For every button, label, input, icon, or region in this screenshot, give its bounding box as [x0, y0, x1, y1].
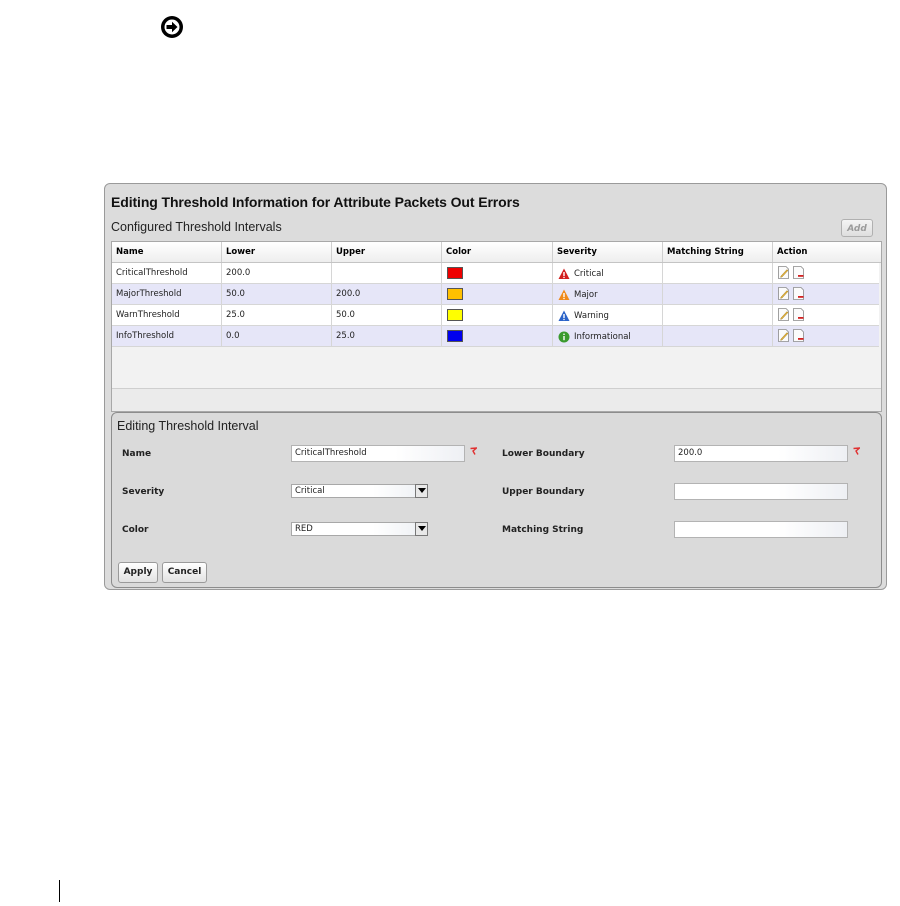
- cell-name: InfoThreshold: [112, 326, 222, 346]
- cell-action: [773, 326, 879, 346]
- cell-name: WarnThreshold: [112, 305, 222, 325]
- major-triangle-icon: [558, 289, 570, 301]
- column-header-lower[interactable]: Lower: [222, 242, 332, 262]
- cell-upper: [332, 263, 442, 283]
- cell-upper: 200.0: [332, 284, 442, 304]
- table-row[interactable]: [112, 326, 879, 347]
- cell-action: [773, 305, 879, 325]
- cell-severity: [553, 284, 663, 304]
- chevron-down-icon[interactable]: [415, 484, 428, 498]
- column-header-upper[interactable]: Upper: [332, 242, 442, 262]
- edit-icon[interactable]: [778, 287, 789, 300]
- severity-text: Warning: [574, 311, 609, 321]
- cell-severity: [553, 305, 663, 325]
- warning-triangle-icon: [558, 310, 570, 322]
- edit-icon[interactable]: [778, 329, 789, 342]
- cancel-button[interactable]: Cancel: [162, 562, 207, 583]
- cell-color: [442, 326, 553, 346]
- edit-icon[interactable]: [778, 266, 789, 279]
- cell-matching-string: [663, 326, 773, 346]
- color-swatch: [447, 267, 463, 279]
- severity-label: Severity: [122, 487, 165, 497]
- cell-lower: 50.0: [222, 284, 332, 304]
- cell-color: [442, 305, 553, 325]
- notice-arrow-icon: [160, 15, 184, 39]
- upper-boundary-label: Upper Boundary: [502, 487, 585, 497]
- delete-icon[interactable]: [793, 287, 804, 300]
- page-margin-rule: [59, 880, 60, 902]
- configured-intervals-title: Configured Threshold Intervals: [111, 220, 282, 234]
- cell-action: [773, 284, 879, 304]
- cell-upper: 25.0: [332, 326, 442, 346]
- chevron-down-icon[interactable]: [415, 522, 428, 536]
- table-row[interactable]: [112, 305, 879, 326]
- cell-lower: 25.0: [222, 305, 332, 325]
- cell-lower: 200.0: [222, 263, 332, 283]
- delete-icon[interactable]: [793, 266, 804, 279]
- panel-title: Editing Threshold Information for Attribute Packets Out Errors: [111, 194, 520, 210]
- lower-boundary-field[interactable]: 200.0: [674, 445, 848, 462]
- edit-icon[interactable]: [778, 308, 789, 321]
- matching-string-label: Matching String: [502, 525, 584, 535]
- edit-interval-title: Editing Threshold Interval: [117, 419, 259, 433]
- severity-text: Critical: [574, 269, 604, 279]
- required-icon: [470, 447, 477, 455]
- cell-matching-string: [663, 305, 773, 325]
- cell-name: MajorThreshold: [112, 284, 222, 304]
- name-field[interactable]: CriticalThreshold: [291, 445, 465, 462]
- table-row[interactable]: [112, 284, 879, 305]
- column-header-color[interactable]: Color: [442, 242, 553, 262]
- critical-triangle-icon: [558, 268, 570, 280]
- lower-boundary-label: Lower Boundary: [502, 449, 585, 459]
- column-header-severity[interactable]: Severity: [553, 242, 663, 262]
- name-label: Name: [122, 449, 152, 459]
- threshold-intervals-table: [111, 241, 882, 412]
- cell-action: [773, 263, 879, 283]
- matching-string-field[interactable]: [674, 521, 848, 538]
- apply-button[interactable]: Apply: [118, 562, 158, 583]
- cell-color: [442, 284, 553, 304]
- color-label: Color: [122, 525, 149, 535]
- color-swatch: [447, 309, 463, 321]
- table-row[interactable]: [112, 263, 879, 284]
- cell-upper: 50.0: [332, 305, 442, 325]
- column-header-name[interactable]: Name: [112, 242, 222, 262]
- cell-severity: [553, 263, 663, 283]
- column-header-matching-string[interactable]: Matching String: [663, 242, 773, 262]
- color-swatch: [447, 330, 463, 342]
- color-swatch: [447, 288, 463, 300]
- severity-text: Informational: [574, 332, 631, 342]
- color-select-value: RED: [295, 524, 313, 534]
- severity-select[interactable]: [291, 484, 428, 498]
- cell-matching-string: [663, 284, 773, 304]
- cell-severity: [553, 326, 663, 346]
- upper-boundary-field[interactable]: [674, 483, 848, 500]
- required-icon: [853, 447, 860, 455]
- add-button[interactable]: Add: [841, 219, 873, 237]
- info-circle-icon: [558, 331, 570, 343]
- threshold-editor-panel: [104, 183, 887, 590]
- severity-select-value: Critical: [295, 486, 325, 496]
- table-footer: [112, 388, 881, 411]
- cell-lower: 0.0: [222, 326, 332, 346]
- cell-color: [442, 263, 553, 283]
- severity-text: Major: [574, 290, 598, 300]
- table-header: [112, 242, 881, 263]
- cell-matching-string: [663, 263, 773, 283]
- column-header-action[interactable]: Action: [777, 247, 808, 257]
- edit-interval-panel: [111, 412, 882, 588]
- color-select[interactable]: [291, 522, 428, 536]
- delete-icon[interactable]: [793, 329, 804, 342]
- delete-icon[interactable]: [793, 308, 804, 321]
- cell-name: CriticalThreshold: [112, 263, 222, 283]
